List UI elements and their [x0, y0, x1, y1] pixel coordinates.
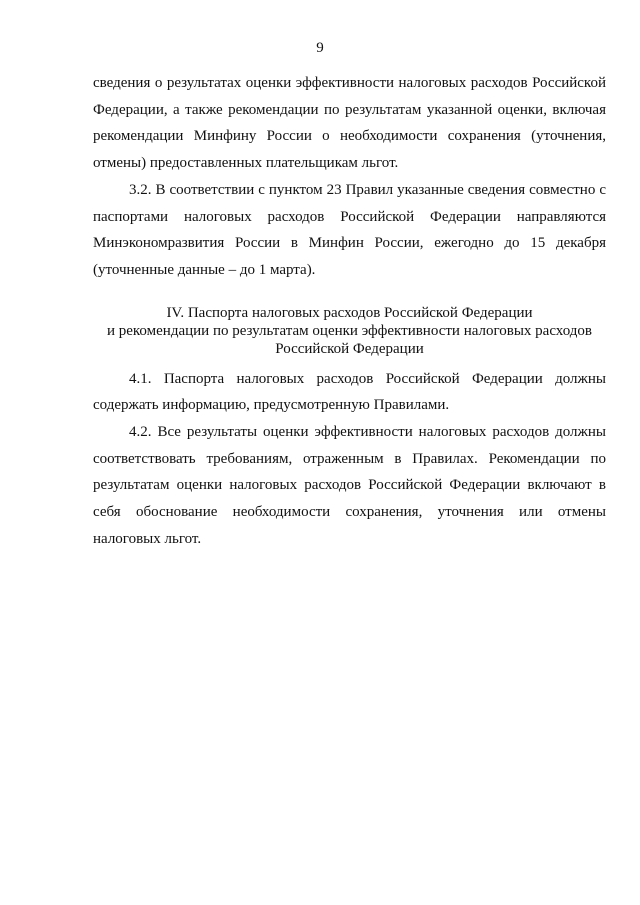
paragraph-4-2: 4.2. Все результаты оценки эффективности налоговых расходов должны соответствовать требованиям, отраженным в Правилах. Рекомендации по результатам оценки налоговых расходов Российской Федерации включают в себя обоснование необходимости сохранения, уточнения или отмены налоговых льгот. — [93, 424, 606, 547]
section-heading-line-2: и рекомендации по результатам оценки эффективности налоговых расходов — [106, 322, 593, 339]
page-number: 9 — [316, 40, 324, 56]
section-heading — [93, 304, 606, 358]
section-heading-line-3: Российской Федерации — [275, 340, 424, 357]
paragraph-continuation: сведения о результатах оценки эффективности налоговых расходов Российской Федерации, а также рекомендации по результатам указанной оценки, включая рекомендации Минфину России о необходимости сохранения (уточнения, отмены) предоставленных плательщикам льгот. — [93, 75, 606, 172]
paragraph-3-2: 3.2. В соответствии с пунктом 23 Правил указанные сведения совместно с паспортами налоговых расходов Российской Федерации направляются Минэкономразвития России в Минфин России, ежегодно до 15 декабря (уточненные данные – до 1 марта). — [93, 181, 606, 278]
document-body — [93, 70, 606, 553]
paragraph-4-1: 4.1. Паспорта налоговых расходов Российской Федерации должны содержать информацию, предусмотренную Правилами. — [93, 370, 606, 414]
section-heading-line-1: IV. Паспорта налоговых расходов Российской Федерации — [166, 304, 533, 321]
